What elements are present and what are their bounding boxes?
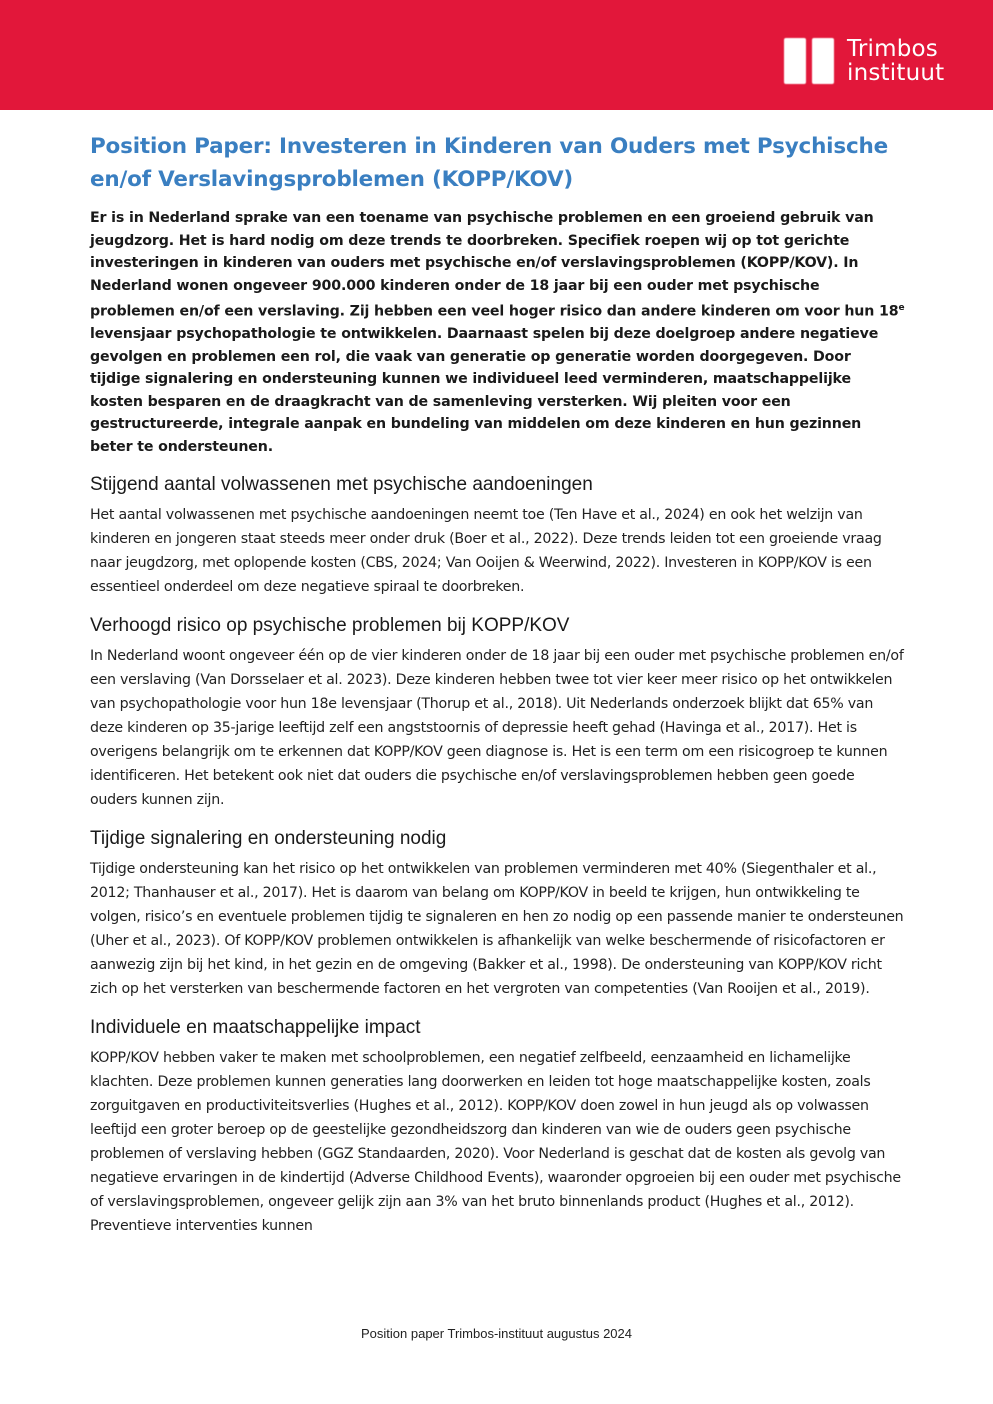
section-heading-2: Verhoogd risico op psychische problemen bij KOPP/KOV — [90, 615, 570, 637]
trimbos-logo — [784, 36, 944, 86]
intro-text-2: levensjaar psychopathologie te ontwikkelen. Daarnaast spelen bij deze doelgroep andere negatieve gevolgen en problemen een rol, die vaak van generatie op generatie worden doorgegeven. Door tijdige signalering en ondersteuning kunnen we individueel leed verminderen, maatschappelijke kosten besparen en de draagkracht van de samenleving versterken. Wij pleiten voor een gestructureerde, integrale aanpak en bundeling van middelen om deze kinderen en hun gezinnen beter te ondersteunen. — [90, 326, 879, 455]
intro-paragraph — [90, 207, 905, 458]
logo-line-1: Trimbos — [847, 36, 938, 62]
logo-line-2: instituut — [847, 60, 945, 86]
section-heading-3: Tijdige signalering en ondersteuning nodig — [90, 828, 447, 850]
trimbos-logo-icon — [784, 38, 834, 84]
page-footer: Position paper Trimbos-instituut augustus 2024 — [361, 1326, 632, 1341]
section-text-2: In Nederland woont ongeveer één op de vier kinderen onder de 18 jaar bij een ouder met psychische problemen en/of een verslaving (Van Dorsselaer et al. 2023). Deze kinderen hebben twee tot vier keer meer risico op het ontwikkelen van psychopathologie voor hun 18e levensjaar (Thorup et al., 2018). Uit Nederlands onderzoek blijkt dat 65% van deze kinderen op 35-jarige leeftijd zelf een angststoornis of depressie heeft gehad (Havinga et al., 2017). Het is overigens belangrijk om te erkennen dat KOPP/KOV geen diagnose is. Het is een term om een risicogroep te kunnen identificeren. Het betekent ook niet dat ouders die psychische en/of verslavingsproblemen hebben geen goede ouders kunnen zijn. — [90, 648, 904, 809]
document-body — [90, 130, 905, 1238]
section-heading-1: Stijgend aantal volwassenen met psychische aandoeningen — [90, 474, 593, 496]
logo-text — [847, 37, 944, 85]
section-text-1: Het aantal volwassenen met psychische aandoeningen neemt toe (Ten Have et al., 2024) en ook het welzijn van kinderen en jongeren staat steeds meer onder druk (Boer et al., 2022). Deze trends leiden tot een groeiende vraag naar jeugdzorg, met oplopende kosten (CBS, 2024; Van Ooijen & Weerwind, 2022). Investeren in KOPP/KOV is een essentieel onderdeel om deze negatieve spiraal te doorbreken. — [90, 507, 882, 596]
section-heading-4: Individuele en maatschappelijke impact — [90, 1017, 421, 1039]
intro-superscript: e — [898, 303, 905, 313]
header-banner — [0, 0, 993, 110]
section-text-4: KOPP/KOV hebben vaker te maken met schoolproblemen, een negatief zelfbeeld, eenzaamheid en lichamelijke klachten. Deze problemen kunnen generaties lang doorwerken en leiden tot hoge maatschappelijke kosten, zoals zorguitgaven en productiviteitsverlies (Hughes et al., 2012). KOPP/KOV doen zowel in hun jeugd als op volwassen leeftijd een groter beroep op de geestelijke gezondheidszorg dan kinderen van wie de ouders geen psychische problemen of verslaving hebben (GGZ Standaarden, 2020). Voor Nederland is geschat dat de kosten als gevolg van negatieve ervaringen in de kindertijd (Adverse Childhood Events), waaronder opgroeien bij een ouder met psychische of verslavingsproblemen, ongeveer gelijk zijn aan 3% van het bruto binnenlands product (Hughes et al., 2012). Preventieve interventies kunnen — [90, 1050, 901, 1235]
page-title: Position Paper: Investeren in Kinderen van Ouders met Psychische en/of Verslavingsproblemen (KOPP/KOV) — [90, 134, 888, 192]
intro-text-1: Er is in Nederland sprake van een toename van psychische problemen en een groeiend gebruik van jeugdzorg. Het is hard nodig om deze trends te doorbreken. Specifiek roepen wij op tot gerichte investeringen in kinderen van ouders met psychische en/of verslavingsproblemen (KOPP/KOV). In Nederland wonen ongeveer 900.000 kinderen onder de 18 jaar bij een ouder met psychische problemen en/of een verslaving. Zij hebben een veel hoger risico dan andere kinderen om voor hun 18 — [90, 210, 899, 320]
section-text-3: Tijdige ondersteuning kan het risico op het ontwikkelen van problemen verminderen met 40% (Siegenthaler et al., 2012; Thanhauser et al., 2017). Het is daarom van belang om KOPP/KOV in beeld te krijgen, hun ontwikkeling te volgen, risico’s en eventuele problemen tijdig te signaleren en hen zo nodig op een passende manier te ondersteunen (Uher et al., 2023). Of KOPP/KOV problemen ontwikkelen is afhankelijk van welke beschermende of risicofactoren er aanwezig zijn bij het kind, in het gezin en de omgeving (Bakker et al., 1998). De ondersteuning van KOPP/KOV richt zich op het versterken van beschermende factoren en het vergroten van competenties (Van Rooijen et al., 2019). — [90, 861, 904, 998]
